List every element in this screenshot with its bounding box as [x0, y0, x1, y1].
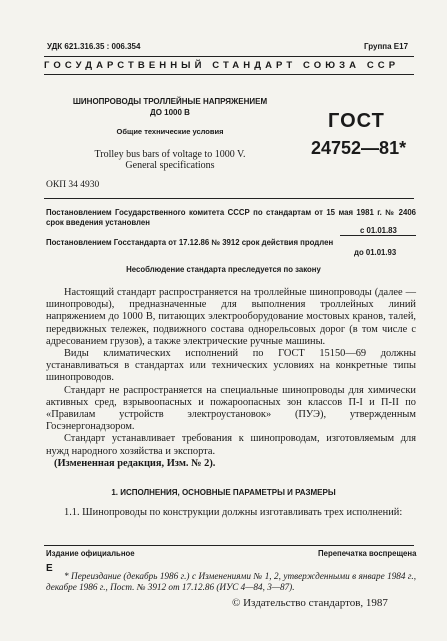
decree-1: Постановлением Государственного комитета СССР по стандартам от 15 мая 1981 г. № 2406 срок введения установлен	[46, 208, 416, 227]
gost-number: 24752—81*	[311, 138, 407, 158]
body-text	[46, 287, 416, 470]
official-edition-label: Издание официальное	[46, 549, 135, 558]
top-rule	[44, 56, 414, 57]
paragraph-scope: Настоящий стандарт распространяется на троллейные шинопроводы (далее — шинопроводы), предназначенные для выполнения троллейных линий напряжением до 1000 В, питающих электрооборудование мостовых кранов, талей, передвижных тележек, подвижного состава однорельсовых дорог (в том числе с адресованием грузов), а также электрические ручные машины.	[46, 287, 416, 347]
footnote: * Переиздание (декабрь 1986 г.) с Изменениями № 1, 2, утвержденными в январе 1984 г., декабре 1986 г., Пост. № 3912 от 17.12.86 (ИУС 4—84, 3—87).	[46, 571, 416, 592]
gost-label: ГОСТ	[328, 110, 385, 132]
section-1-heading: 1. ИСПОЛНЕНИЯ, ОСНОВНЫЕ ПАРАМЕТРЫ И РАЗМЕРЫ	[111, 488, 336, 497]
decree-1-date-rule	[340, 235, 416, 236]
edition-note: (Измененная редакция, Изм. № 2).	[54, 457, 216, 469]
paragraph-1-1: 1.1. Шинопроводы по конструкции должны изготавливать трех исполнений:	[64, 507, 403, 518]
law-notice: Несоблюдение стандарта преследуется по закону	[126, 265, 321, 274]
title-en-line1: Trolley bus bars of voltage to 1000 V.	[94, 149, 246, 160]
copyright: © Издательство стандартов, 1987	[232, 597, 388, 609]
standard-title: ГОСУДАРСТВЕННЫЙ СТАНДАРТ СОЮЗА ССР	[44, 60, 400, 71]
decree-2: Постановлением Госстандарта от 17.12.86 № 3912 срок действия продлен	[46, 238, 334, 247]
udk-code: УДК 621.316.35 : 006.354	[47, 42, 141, 51]
paragraph-requirements: Стандарт устанавливает требования к шинопроводам, изготовляемым для нужд народного хозяйства и экспорта.	[46, 433, 416, 457]
group-code: Группа Е17	[364, 42, 409, 51]
title-en-line2: General specifications	[125, 160, 215, 171]
okp-code: ОКП 34 4930	[46, 180, 100, 190]
title-ru-line1: ШИНОПРОВОДЫ ТРОЛЛЕЙНЫЕ НАПРЯЖЕНИЕМ	[72, 97, 268, 106]
decree-1-date: с 01.01.83	[360, 226, 397, 235]
title-ru-line2: ДО 1000 В	[150, 108, 190, 117]
title-rule	[44, 74, 414, 75]
document-name-block	[46, 96, 294, 171]
footer-rule	[44, 545, 414, 546]
decree-2-date: до 01.01.93	[354, 248, 397, 257]
title-ru-subtitle: Общие технические условия	[116, 127, 224, 136]
no-reprint-label: Перепечатка воспрещена	[318, 549, 417, 558]
paragraph-exclusions: Стандарт не распространяется на специальные шинопроводы для химически активных сред, взрывоопасных и пожароопасных зон классов П-I и П-II по «Правилам устройств электроустановок» (ПУЭ), утвержденным Госэнергонадзором.	[46, 384, 416, 433]
edition-letter: Е	[46, 563, 53, 574]
decree-rule	[44, 198, 414, 199]
paragraph-climate: Виды климатических исполнений по ГОСТ 15150—69 должны устанавливаться в стандартах или технических условиях на конкретные типы шинопроводов.	[46, 348, 416, 384]
